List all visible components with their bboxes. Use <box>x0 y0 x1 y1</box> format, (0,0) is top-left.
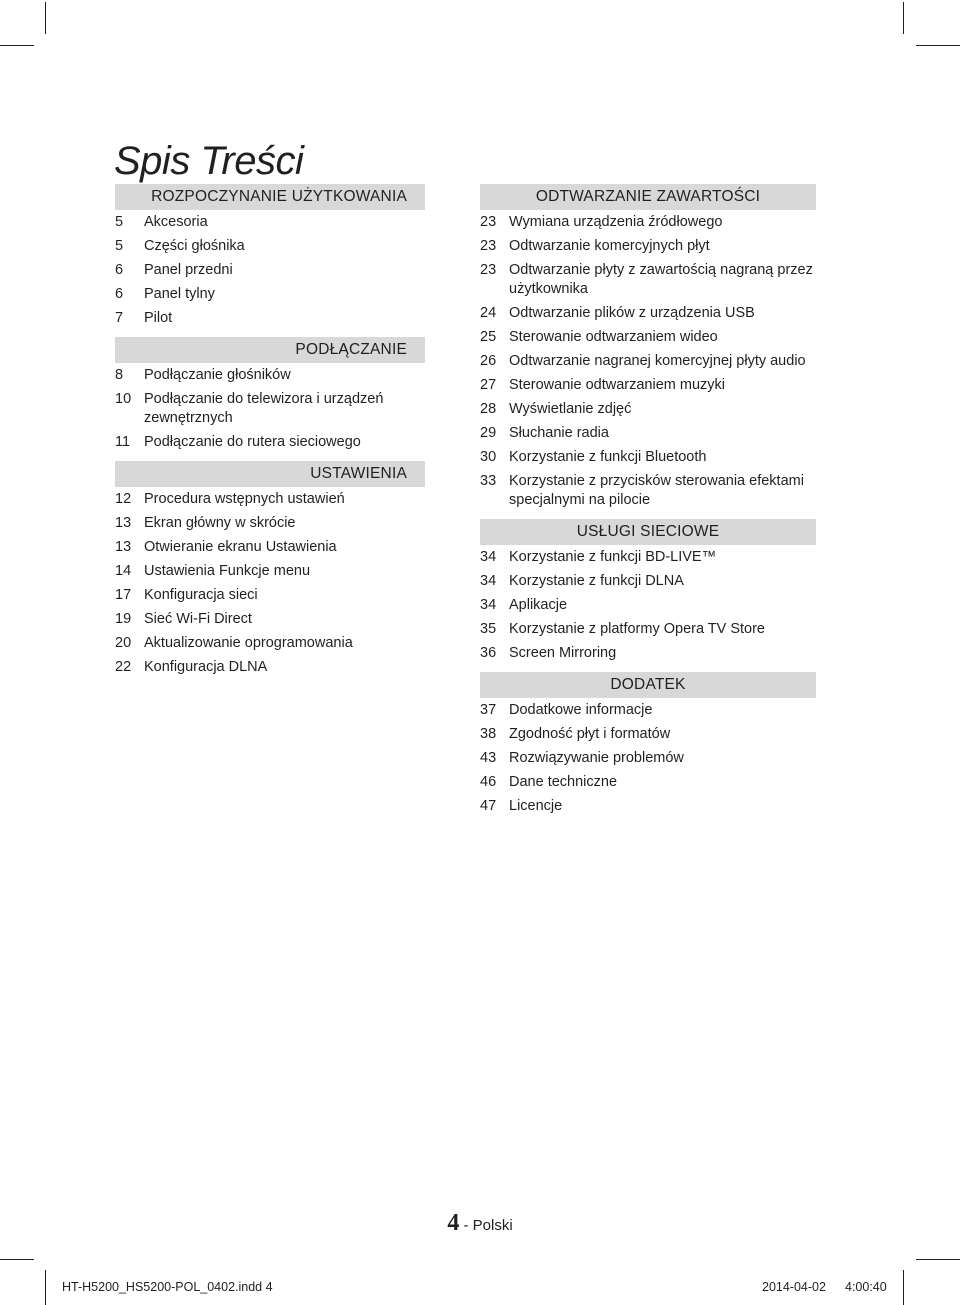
crop-mark <box>903 2 904 34</box>
toc-page-number: 19 <box>115 611 132 627</box>
toc-entry-label: Korzystanie z przycisków sterowania efektami specjalnymi na pilocie <box>509 473 804 508</box>
toc-entry-label: Sieć Wi-Fi Direct <box>144 611 252 627</box>
toc-page-number: 7 <box>115 310 124 326</box>
toc-page-number: 5 <box>115 238 124 254</box>
toc-page-number: 13 <box>115 539 132 555</box>
toc-page-number: 6 <box>115 262 124 278</box>
toc-page-number: 17 <box>115 587 132 603</box>
toc-page-number: 34 <box>480 549 497 565</box>
crop-mark <box>916 45 960 46</box>
page-footer <box>0 1210 960 1237</box>
page-language: - Polski <box>459 1217 513 1234</box>
toc-left-column <box>115 184 425 682</box>
toc-entry[interactable] <box>480 472 816 510</box>
toc-page-number: 37 <box>480 702 497 718</box>
toc-entry-label: Korzystanie z funkcji Bluetooth <box>509 449 707 465</box>
toc-entry-label: Odtwarzanie płyty z zawartością nagraną przez użytkownika <box>509 262 813 297</box>
toc-page-number: 26 <box>480 353 497 369</box>
toc-page-number: 11 <box>115 434 131 450</box>
toc-page-number: 29 <box>480 425 497 441</box>
toc-entry[interactable] <box>115 490 425 509</box>
toc-entry-label: Pilot <box>144 310 173 326</box>
toc-entry-label: Wyświetlanie zdjęć <box>509 401 632 417</box>
toc-entry-label: Ustawienia Funkcje menu <box>144 563 311 579</box>
toc-entry[interactable] <box>480 352 816 371</box>
toc-page-number: 38 <box>480 726 497 742</box>
toc-entry[interactable] <box>480 725 816 744</box>
page-number: 4 <box>447 1210 460 1236</box>
toc-entry[interactable] <box>480 701 816 720</box>
toc-entry[interactable] <box>480 424 816 443</box>
toc-page-number: 30 <box>480 449 497 465</box>
toc-entry[interactable] <box>480 328 816 347</box>
toc-entry[interactable] <box>115 433 425 452</box>
toc-entry-label: Zgodność płyt i formatów <box>509 726 671 742</box>
toc-entry[interactable] <box>480 572 816 591</box>
toc-page-number: 10 <box>115 391 132 407</box>
toc-entry-label: Panel przedni <box>144 262 233 278</box>
toc-page-number: 8 <box>115 367 124 383</box>
toc-entry-label: Panel tylny <box>144 286 215 302</box>
toc-page-number: 43 <box>480 750 497 766</box>
toc-entry-label: Screen Mirroring <box>509 645 617 661</box>
toc-entry-label: Otwieranie ekranu Ustawienia <box>144 539 337 555</box>
section-heading: PODŁĄCZANIE <box>115 337 425 363</box>
toc-entry[interactable] <box>480 237 816 256</box>
toc-entry-label: Procedura wstępnych ustawień <box>144 491 345 507</box>
toc-entry-label: Wymiana urządzenia źródłowego <box>509 214 723 230</box>
toc-entry[interactable] <box>480 773 816 792</box>
toc-page-number: 46 <box>480 774 497 790</box>
toc-entry[interactable] <box>115 213 425 232</box>
toc-page-number: 47 <box>480 798 497 814</box>
toc-entry-label: Dodatkowe informacje <box>509 702 653 718</box>
toc-page-number: 33 <box>480 473 497 489</box>
section-heading: USTAWIENIA <box>115 461 425 487</box>
toc-entry-label: Aktualizowanie oprogramowania <box>144 635 353 651</box>
toc-entry-label: Rozwiązywanie problemów <box>509 750 684 766</box>
toc-entry[interactable] <box>115 562 425 581</box>
crop-mark <box>916 1259 960 1260</box>
toc-entry-label: Aplikacje <box>509 597 568 613</box>
toc-page-number: 22 <box>115 659 132 675</box>
section-heading: ROZPOCZYNANIE UŻYTKOWANIA <box>115 184 425 210</box>
page-title: Spis Treści <box>114 138 304 183</box>
toc-entry-label: Korzystanie z funkcji BD-LIVE™ <box>509 549 717 565</box>
toc-page-number: 6 <box>115 286 124 302</box>
toc-entry[interactable] <box>115 538 425 557</box>
toc-entry-label: Podłączanie głośników <box>144 367 291 383</box>
toc-entry[interactable] <box>115 285 425 304</box>
toc-entry[interactable] <box>480 400 816 419</box>
print-slug-date: 2014-04-02 <box>762 1280 826 1294</box>
section-heading: USŁUGI SIECIOWE <box>480 519 816 545</box>
toc-page-number: 24 <box>480 305 497 321</box>
toc-entry-label: Słuchanie radia <box>509 425 609 441</box>
toc-page-number: 27 <box>480 377 497 393</box>
toc-page-number: 5 <box>115 214 124 230</box>
print-slug-time: 4:00:40 <box>845 1280 887 1294</box>
toc-entry[interactable] <box>480 644 816 663</box>
section-heading: ODTWARZANIE ZAWARTOŚCI <box>480 184 816 210</box>
toc-entry-label: Podłączanie do rutera sieciowego <box>144 434 361 450</box>
toc-entry[interactable] <box>480 596 816 615</box>
toc-right-column <box>480 184 816 821</box>
toc-page-number: 35 <box>480 621 497 637</box>
section-heading: DODATEK <box>480 672 816 698</box>
toc-entry-label: Konfiguracja DLNA <box>144 659 268 675</box>
toc-entry-label: Akcesoria <box>144 214 208 230</box>
toc-entry-label: Ekran główny w skrócie <box>144 515 296 531</box>
toc-entry-label: Odtwarzanie plików z urządzenia USB <box>509 305 755 321</box>
toc-entry-label: Sterowanie odtwarzaniem wideo <box>509 329 718 345</box>
crop-mark <box>903 1270 904 1305</box>
toc-entry-label: Odtwarzanie nagranej komercyjnej płyty audio <box>509 353 806 369</box>
toc-page-number: 34 <box>480 597 497 613</box>
toc-page-number: 12 <box>115 491 132 507</box>
toc-page-number: 20 <box>115 635 132 651</box>
toc-entry[interactable] <box>480 261 816 299</box>
crop-mark <box>0 1259 34 1260</box>
toc-entry[interactable] <box>480 749 816 768</box>
toc-entry[interactable] <box>480 620 816 639</box>
toc-entry[interactable] <box>480 213 816 232</box>
toc-entry[interactable] <box>115 610 425 629</box>
print-slug-file: HT-H5200_HS5200-POL_0402.indd 4 <box>62 1280 273 1294</box>
crop-mark <box>45 2 46 34</box>
toc-page-number: 23 <box>480 262 497 278</box>
toc-entry[interactable] <box>480 448 816 467</box>
toc-entry-label: Części głośnika <box>144 238 245 254</box>
toc-entry-label: Licencje <box>509 798 563 814</box>
toc-entry[interactable] <box>115 261 425 280</box>
crop-mark <box>45 1270 46 1305</box>
toc-entry[interactable] <box>480 376 816 395</box>
toc-entry[interactable] <box>115 586 425 605</box>
toc-entry-label: Odtwarzanie komercyjnych płyt <box>509 238 710 254</box>
toc-page-number: 13 <box>115 515 132 531</box>
toc-entry[interactable] <box>115 390 425 428</box>
toc-entry-label: Korzystanie z funkcji DLNA <box>509 573 684 589</box>
toc-page-number: 14 <box>115 563 132 579</box>
toc-page-number: 34 <box>480 573 497 589</box>
toc-entry-label: Sterowanie odtwarzaniem muzyki <box>509 377 725 393</box>
toc-page-number: 28 <box>480 401 497 417</box>
toc-entry[interactable] <box>480 548 816 567</box>
toc-entry[interactable] <box>115 309 425 328</box>
toc-entry[interactable] <box>115 658 425 677</box>
toc-page-number: 25 <box>480 329 497 345</box>
toc-entry[interactable] <box>115 366 425 385</box>
toc-entry-label: Dane techniczne <box>509 774 618 790</box>
toc-entry-label: Konfiguracja sieci <box>144 587 258 603</box>
toc-page-number: 23 <box>480 238 497 254</box>
toc-entry-label: Korzystanie z platformy Opera TV Store <box>509 621 766 637</box>
toc-entry[interactable] <box>115 634 425 653</box>
toc-entry[interactable] <box>480 797 816 816</box>
toc-entry-label: Podłączanie do telewizora i urządzeń zewnętrznych <box>144 391 384 426</box>
toc-entry[interactable] <box>480 304 816 323</box>
toc-page-number: 36 <box>480 645 497 661</box>
toc-page-number: 23 <box>480 214 497 230</box>
toc-entry[interactable] <box>115 514 425 533</box>
crop-mark <box>0 45 34 46</box>
toc-entry[interactable] <box>115 237 425 256</box>
